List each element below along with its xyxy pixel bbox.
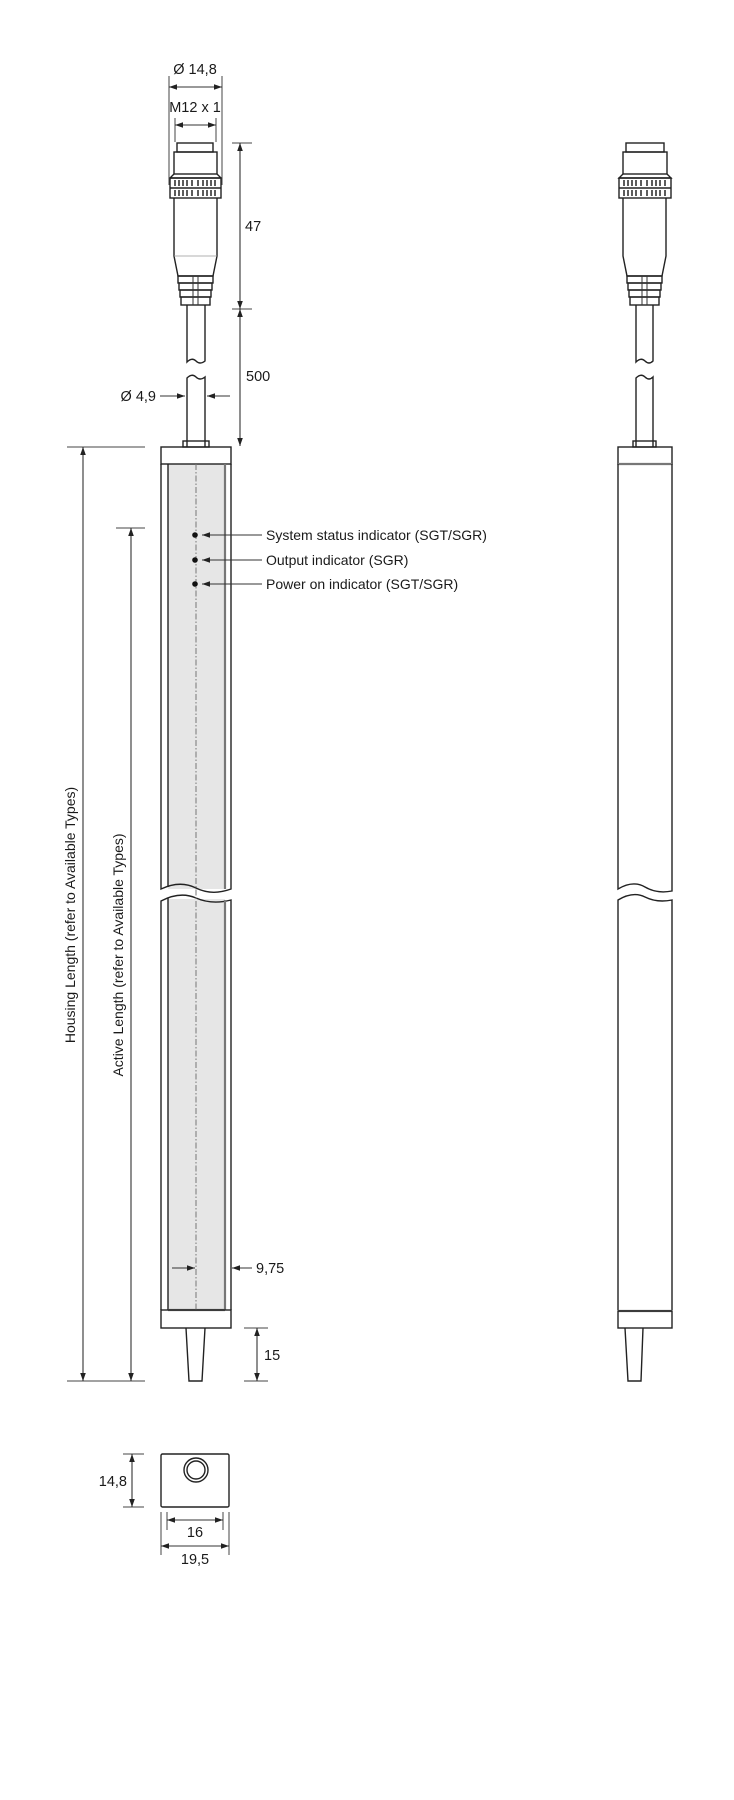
indicator-label-power-on: Power on indicator (SGT/SGR) bbox=[266, 576, 459, 592]
end-view-height-label: 14,8 bbox=[98, 1474, 127, 1490]
end-view-outer-width-label: 19,5 bbox=[180, 1552, 210, 1568]
length-dimensions bbox=[62, 447, 145, 1381]
indicators bbox=[192, 527, 487, 592]
end-view-inner-width-label: 16 bbox=[186, 1525, 204, 1541]
pin-length-label: 15 bbox=[264, 1348, 281, 1364]
cable-diameter-label: Ø 4,9 bbox=[120, 389, 156, 405]
connector-dimensions bbox=[121, 62, 271, 446]
thread-label: M12 x 1 bbox=[169, 100, 221, 116]
m12-connector-side bbox=[619, 143, 671, 305]
active-length-label: Active Length (refer to Available Types) bbox=[110, 833, 126, 1077]
side-view bbox=[618, 143, 672, 1381]
connector-diameter-label: Ø 14,8 bbox=[173, 62, 217, 78]
beam-offset-label: 9,75 bbox=[256, 1261, 285, 1277]
front-view bbox=[62, 62, 487, 1381]
cable-length-label: 500 bbox=[246, 369, 271, 385]
indicator-dot bbox=[192, 581, 198, 587]
housing-side bbox=[618, 447, 672, 1381]
indicator-label-system-status: System status indicator (SGT/SGR) bbox=[266, 527, 487, 543]
cable bbox=[183, 305, 209, 447]
cable-side bbox=[633, 305, 656, 447]
housing bbox=[161, 447, 231, 1381]
m12-connector bbox=[170, 143, 221, 305]
housing-length-label: Housing Length (refer to Available Types) bbox=[62, 786, 78, 1044]
indicator-dot bbox=[192, 557, 198, 563]
end-pin-side bbox=[625, 1328, 643, 1381]
indicator-label-output: Output indicator (SGR) bbox=[266, 552, 409, 568]
indicator-dot bbox=[192, 532, 198, 538]
end-view bbox=[99, 1454, 229, 1568]
end-pin bbox=[186, 1328, 205, 1381]
connector-length-label: 47 bbox=[245, 219, 262, 235]
